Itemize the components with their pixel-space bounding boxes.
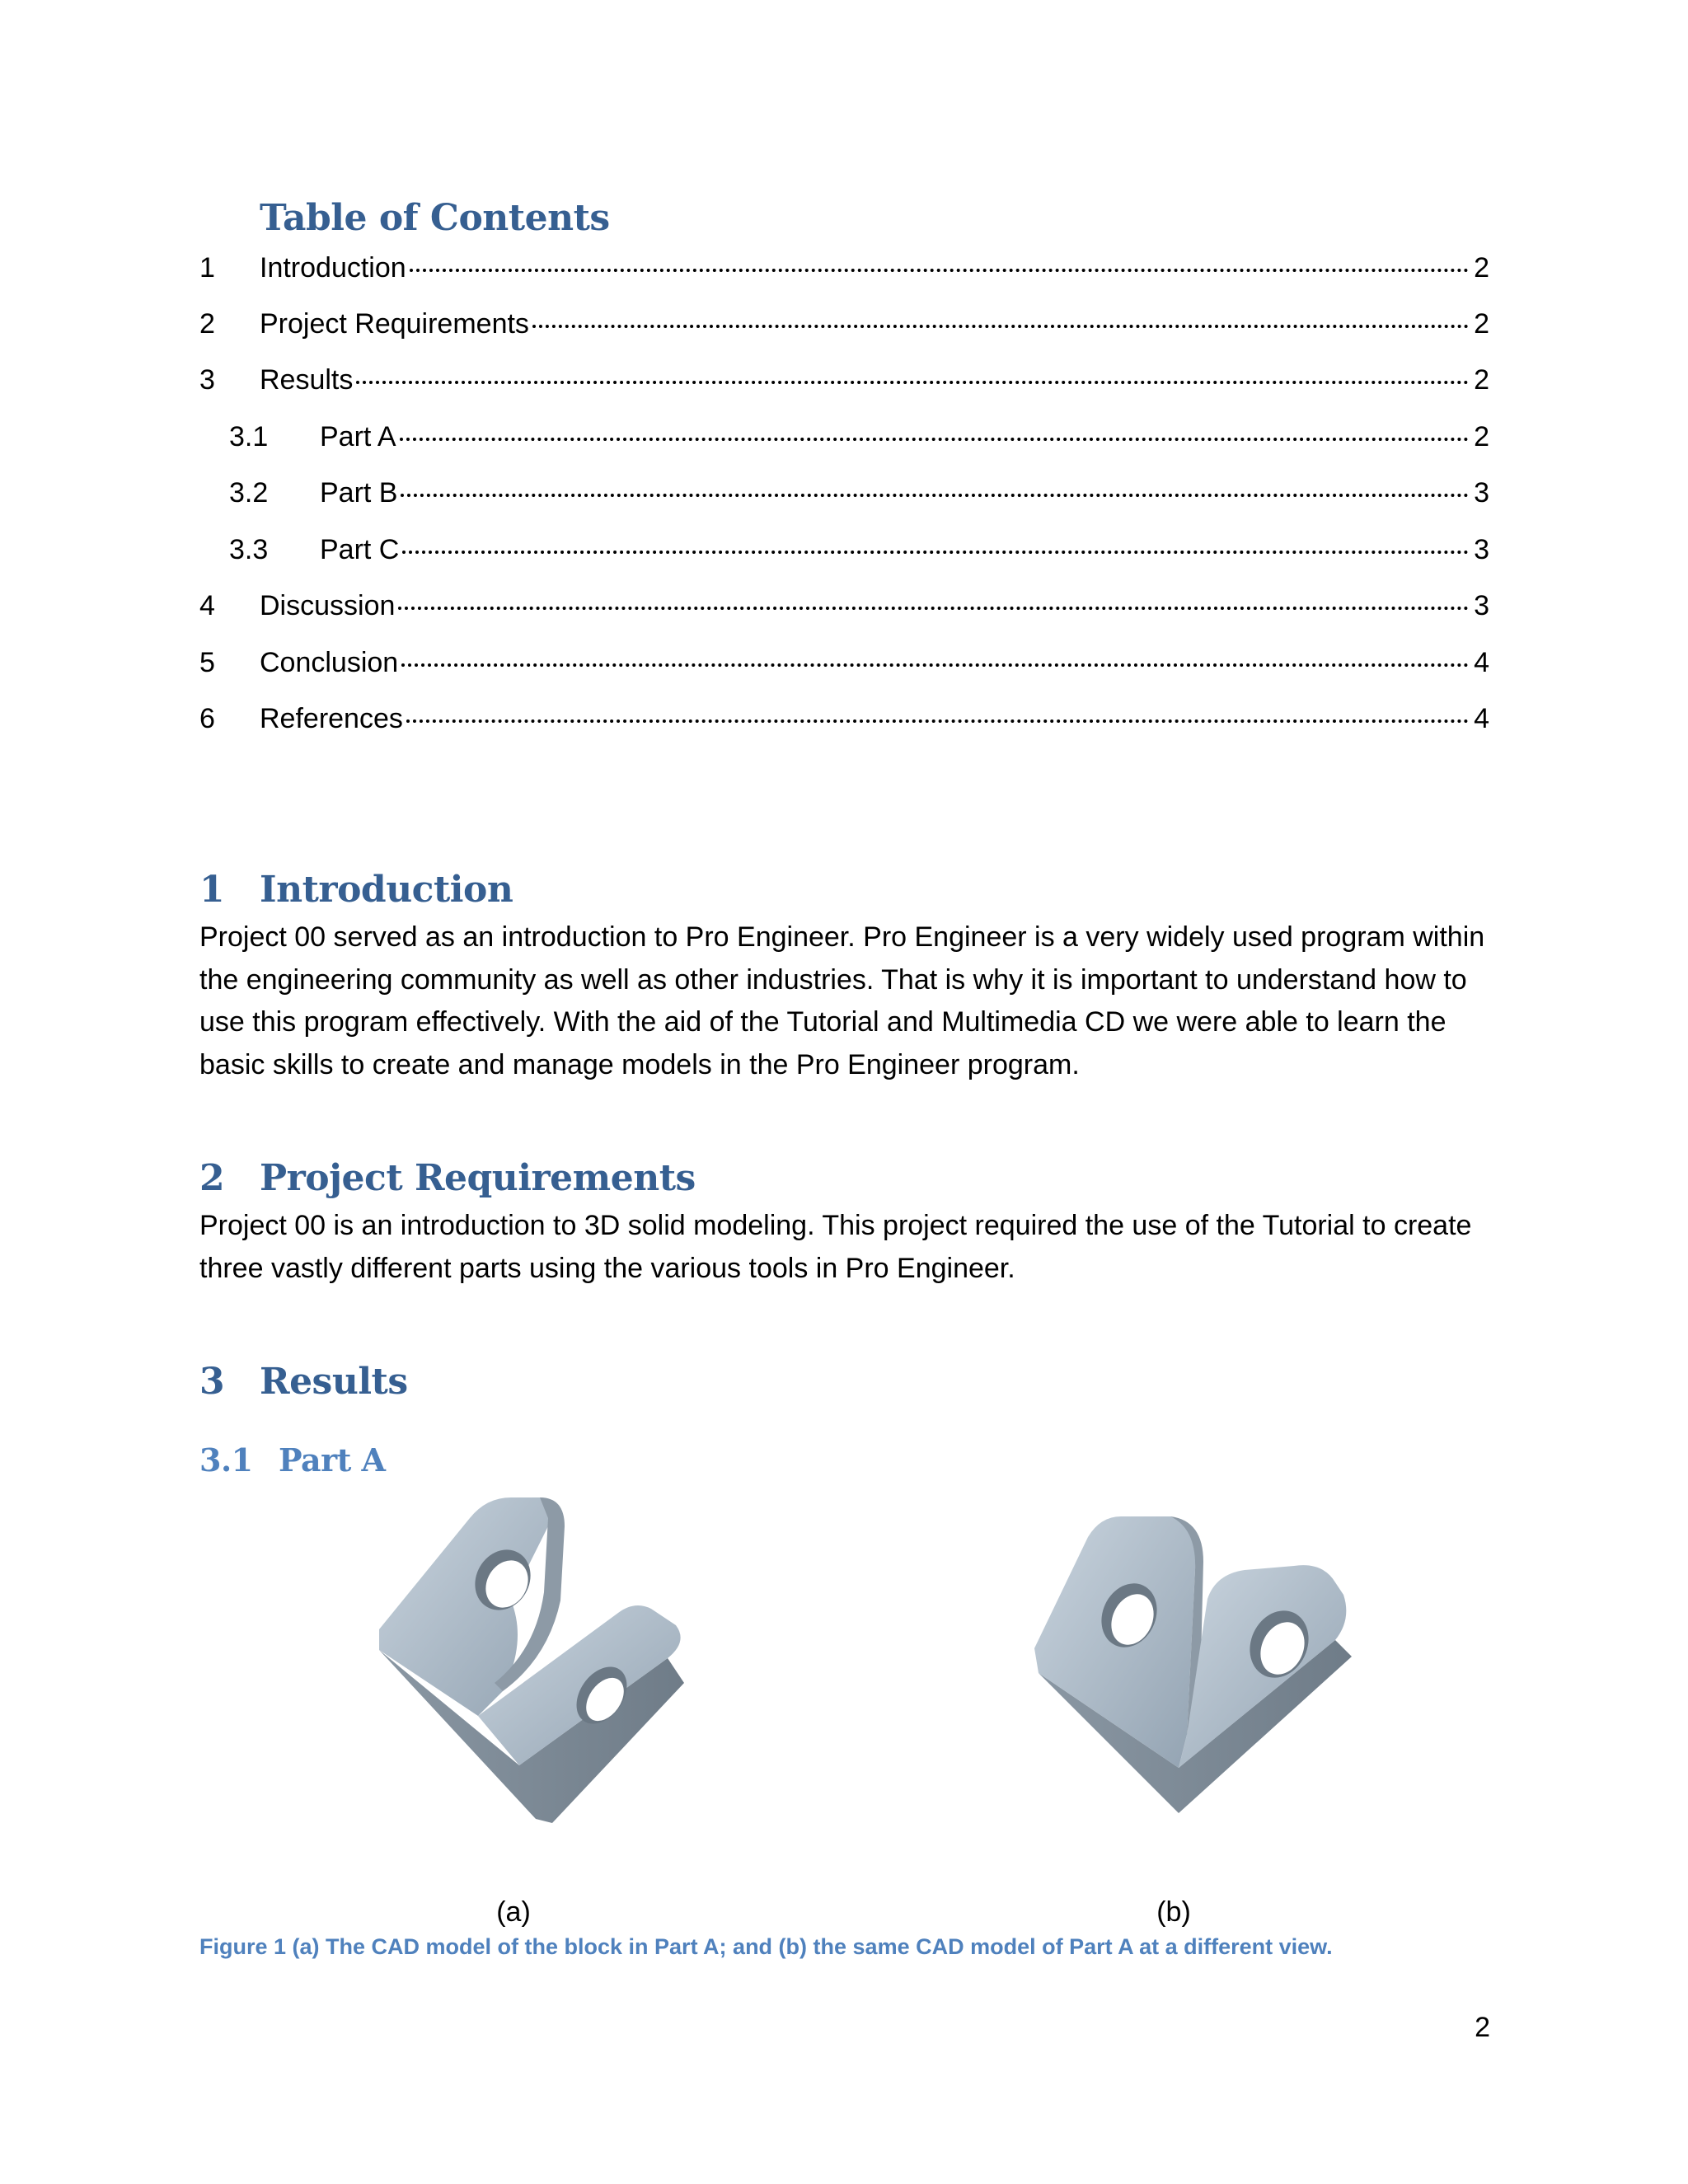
toc-entry-page: 2: [1474, 252, 1489, 284]
section-heading-introduction: [199, 865, 513, 915]
subsection-heading-part-a: [199, 1437, 385, 1483]
toc-entry-text: Results: [260, 364, 354, 396]
toc-dot-leader: [400, 438, 1469, 441]
toc-entry-text: Discussion: [260, 590, 396, 621]
requirements-paragraph: Project 00 is an introduction to 3D solid modeling. This project required the use of the Tutorial to create three vastly different parts using the various tools in Pro Engineer.: [199, 1210, 1472, 1284]
figure-label-a: (a): [496, 1896, 531, 1928]
page-number: 2: [1475, 2012, 1490, 2043]
toc-entry-page: 3: [1474, 534, 1489, 565]
introduction-paragraph: Project 00 served as an introduction to Pro Engineer. Pro Engineer is a very widely used program within the engineering community as well as other industries. That is why it is important to understand how to use this program effectively. With the aid of the Tutorial and Multimedia CD we were able to learn the basic skills to create and manage models in the Pro Engineer program.: [199, 921, 1485, 1080]
toc-dot-leader: [398, 607, 1469, 610]
toc-entry-text: Project Requirements: [260, 308, 529, 340]
section-heading-results: [199, 1357, 408, 1407]
toc-entry-introduction[interactable]: [199, 247, 1489, 288]
section-number: 3: [199, 1361, 225, 1403]
section-title: Introduction: [260, 869, 513, 911]
section-title: Results: [260, 1361, 408, 1403]
toc-dot-leader: [402, 551, 1469, 554]
toc-entry-results[interactable]: [199, 359, 1489, 401]
section-number: 2: [199, 1157, 225, 1199]
toc-entry-number: 4: [199, 590, 215, 621]
toc-title: Table of Contents: [260, 197, 610, 239]
toc-entry-number: 2: [199, 308, 215, 340]
toc-entry-page: 2: [1474, 364, 1489, 396]
toc-dot-leader: [410, 269, 1469, 272]
toc-entry-references[interactable]: [199, 698, 1489, 739]
toc-entry-number: 1: [199, 252, 215, 284]
toc-dot-leader: [406, 719, 1469, 723]
toc-entry-page: 4: [1474, 647, 1489, 678]
toc-entry-page: 2: [1474, 308, 1489, 340]
toc-entry-page: 2: [1474, 421, 1489, 452]
section-number: 1: [199, 869, 225, 911]
figure-label-b: (b): [1156, 1896, 1191, 1928]
toc-entry-text: Part C: [320, 534, 400, 565]
toc-entry-conclusion[interactable]: [199, 642, 1489, 683]
section-heading-project-requirements: [199, 1154, 696, 1203]
toc-entry-page: 3: [1474, 477, 1489, 509]
section-title: Project Requirements: [260, 1157, 696, 1199]
toc-dot-leader: [356, 381, 1469, 384]
toc-entry-discussion[interactable]: [199, 585, 1489, 626]
toc-entry-part-b[interactable]: [229, 472, 1489, 513]
toc-entry-page: 3: [1474, 590, 1489, 621]
toc-entry-number: 3.2: [229, 477, 269, 509]
toc-entry-number: 6: [199, 703, 215, 734]
toc-entry-text: Part A: [320, 421, 396, 452]
toc-entry-number: 3: [199, 364, 215, 396]
subsection-title: Part A: [279, 1441, 386, 1479]
toc-entry-number: 5: [199, 647, 215, 678]
toc-entry-number: 3.3: [229, 534, 269, 565]
toc-entry-text: Conclusion: [260, 647, 399, 678]
toc-entry-number: 3.1: [229, 421, 269, 452]
toc-entry-text: Introduction: [260, 252, 406, 284]
part-a-cad-model-view-a: [363, 1493, 709, 1840]
subsection-number: 3.1: [199, 1441, 253, 1479]
toc-entry-page: 4: [1474, 703, 1489, 734]
toc-entry-text: Part B: [320, 477, 398, 509]
toc-dot-leader: [401, 663, 1469, 667]
part-a-cad-model-view-b: [1022, 1504, 1368, 1834]
toc-entry-part-c[interactable]: [229, 529, 1489, 570]
figure-caption: Figure 1 (a) The CAD model of the block in Part A; and (b) the same CAD model of Part A at a different view.: [199, 1934, 1333, 1959]
toc-entry-text: References: [260, 703, 403, 734]
toc-entry-project-requirements[interactable]: [199, 303, 1489, 344]
toc-dot-leader: [532, 325, 1469, 328]
toc-dot-leader: [401, 494, 1469, 497]
toc-entry-part-a[interactable]: [229, 416, 1489, 457]
